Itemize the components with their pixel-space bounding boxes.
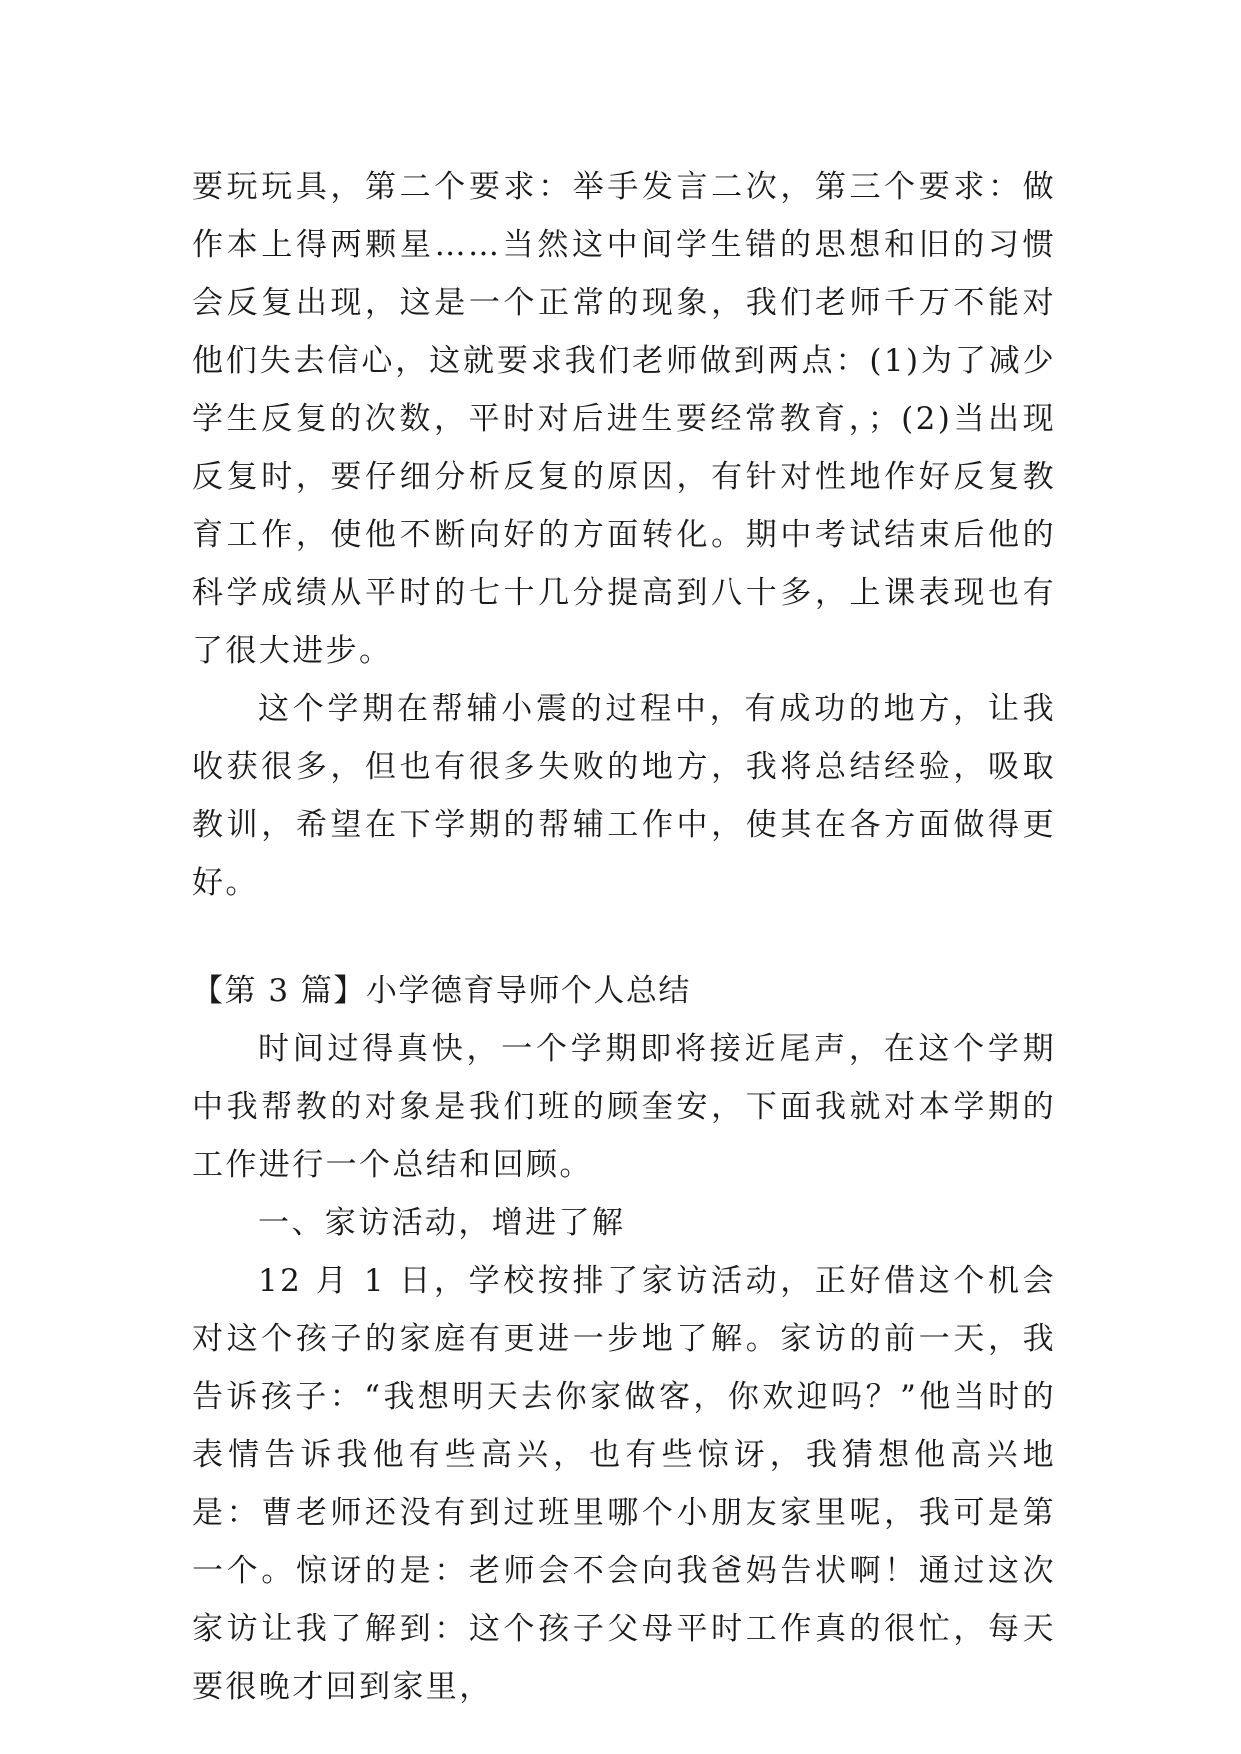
section-heading: 【第 3 篇】小学德育导师个人总结 xyxy=(192,973,691,1009)
closing-paragraph: 这个学期在帮辅小震的过程中，有成功的地方，让我收获很多，但也有很多失败的地方，我将总结经验，吸取教训，希望在下学期的帮辅工作中，使其在各方面做得更好。 xyxy=(192,691,1056,901)
continued-paragraph: 要玩玩具，第二个要求：举手发言二次，第三个要求：做作本上得两颗星……当然这中间学生错的思想和旧的习惯会反复出现，这是一个正常的现象，我们老师千万不能对他们失去信心，这就要求我们老师做到两点：(1)为了减少学生反复的次数，平时对后进生要经常教育，；(2)当出现反复时，要仔细分析反复的原因，有针对性地作好反复教育工作，使他不断向好的方面转化。期中考试结束后他的科学成绩从平时的七十几分提高到八十多，上课表现也有了很大进步。 xyxy=(192,169,1056,669)
intro-paragraph: 时间过得真快，一个学期即将接近尾声，在这个学期中我帮教的对象是我们班的顾奎安，下面我就对本学期的工作进行一个总结和回顾。 xyxy=(192,1031,1056,1183)
document-body xyxy=(192,158,1056,1716)
subheading-home-visit: 一、家访活动，增进了解 xyxy=(258,1205,626,1241)
home-visit-paragraph: 12 月 1 日，学校按排了家访活动，正好借这个机会对这个孩子的家庭有更进一步地了解。家访的前一天，我告诉孩子：“我想明天去你家做客，你欢迎吗？”他当时的表情告诉我他有些高兴，也有些惊讶，我猜想他高兴地是：曹老师还没有到过班里哪个小朋友家里呢，我可是第一个。惊讶的是：老师会不会向我爸妈告状啊！通过这次家访让我了解到：这个孩子父母平时工作真的很忙，每天要很晚才回到家里， xyxy=(192,1263,1056,1705)
section-spacer xyxy=(192,912,1056,962)
